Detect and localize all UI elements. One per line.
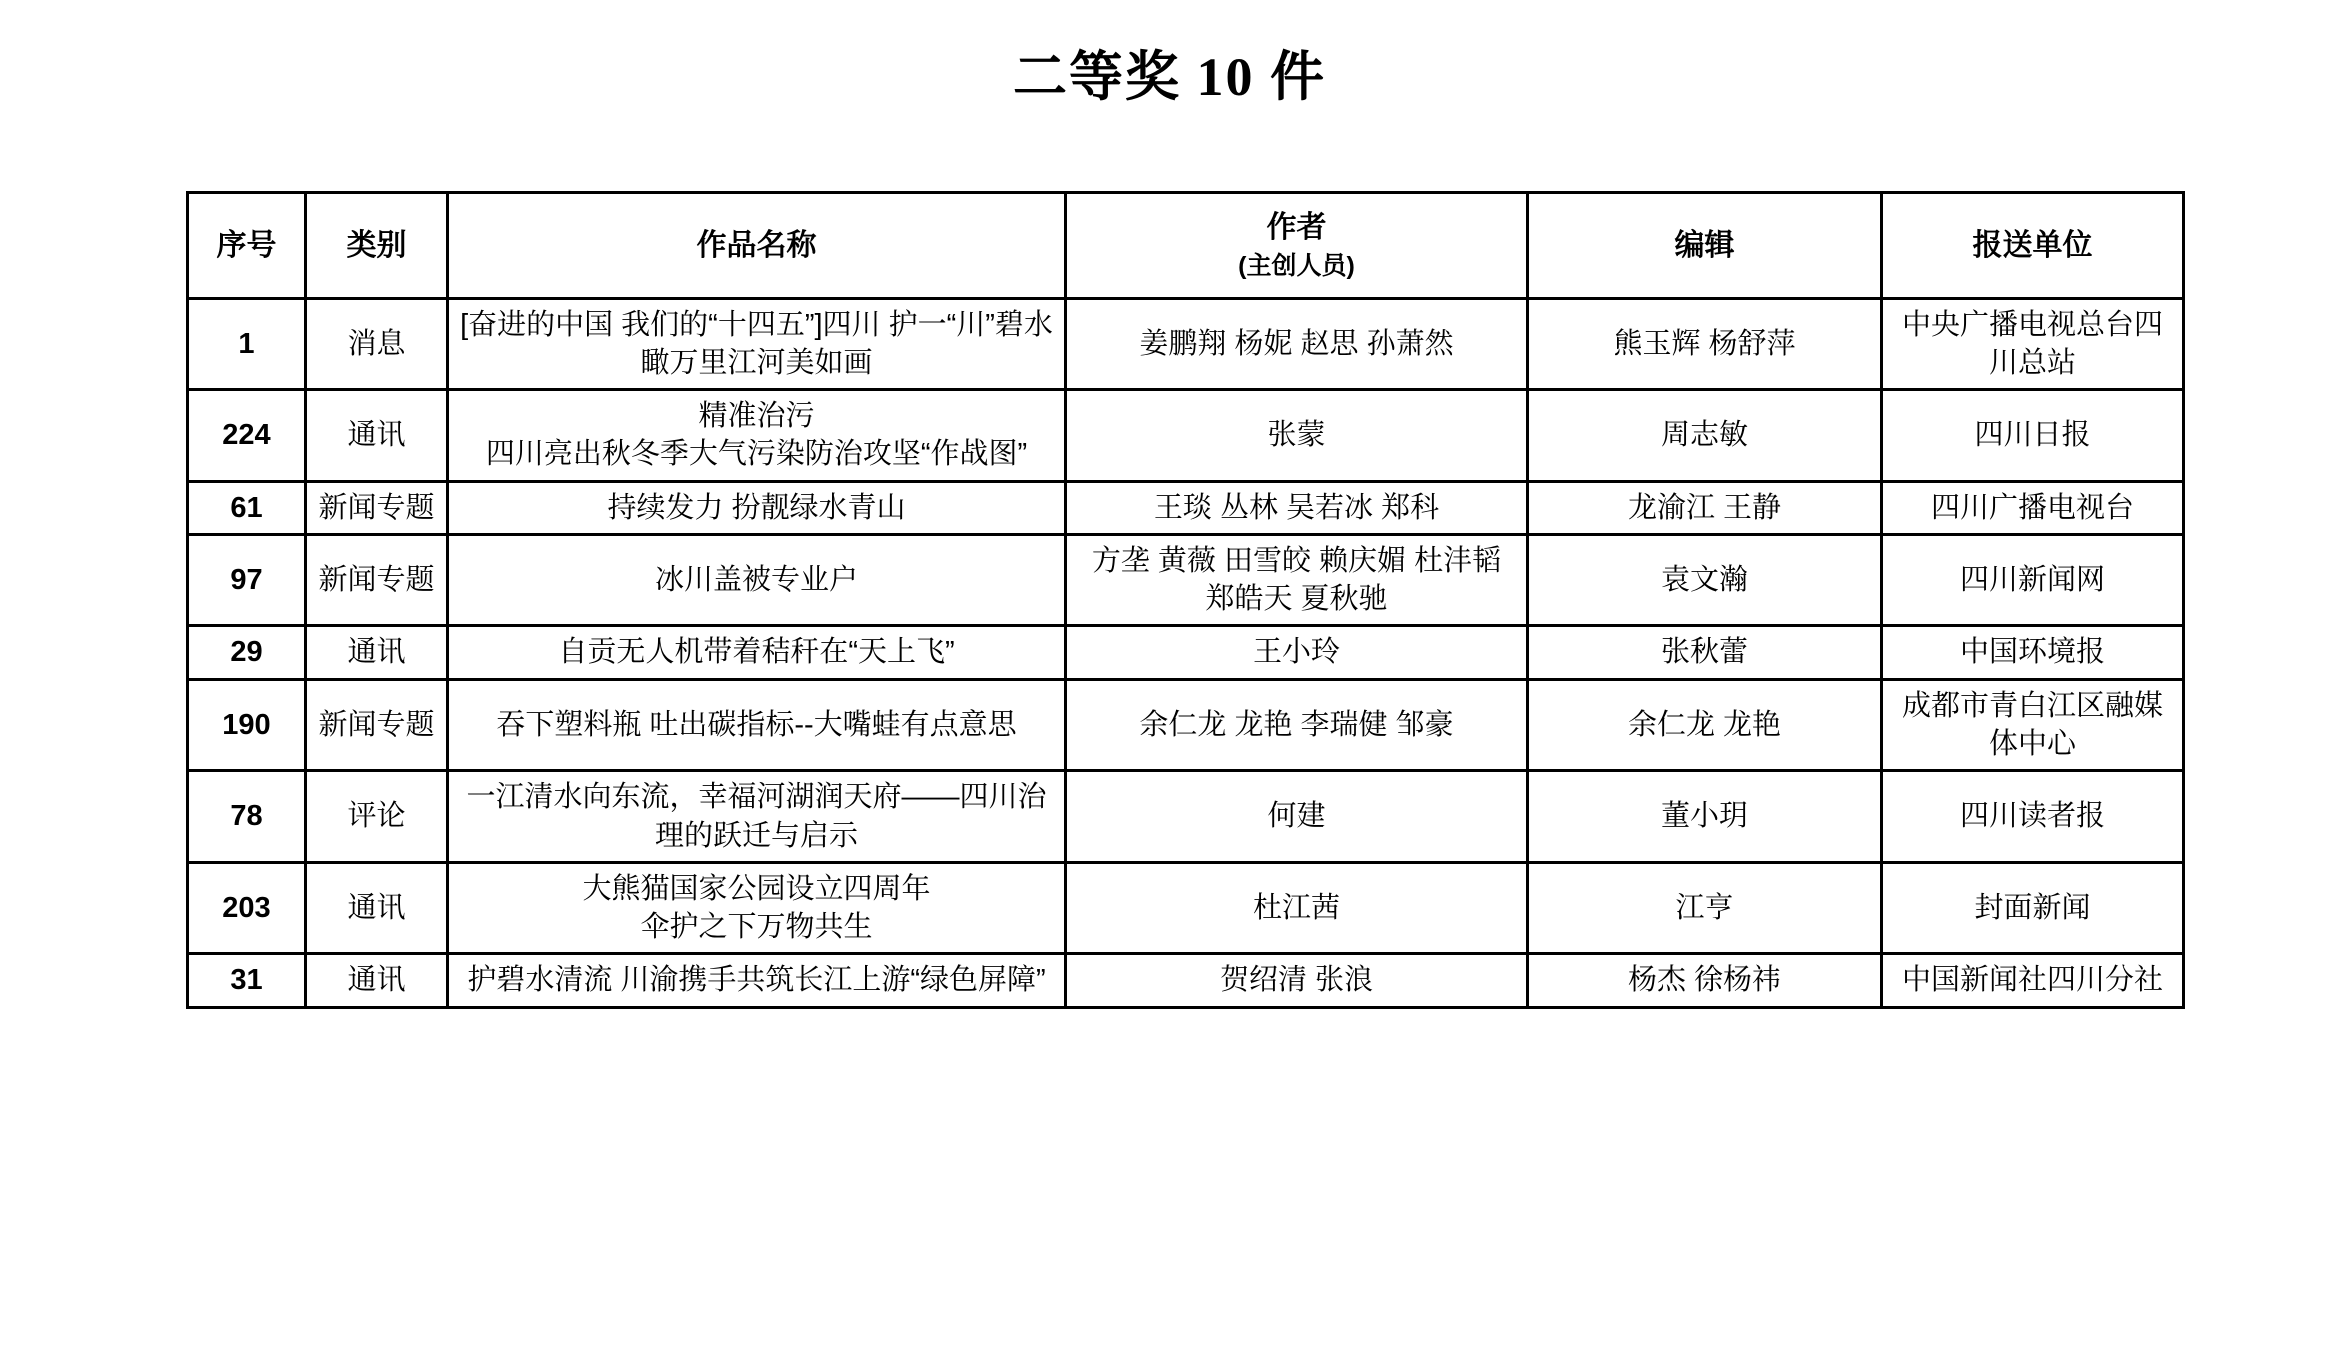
column-header-category: 类别 [306, 193, 448, 299]
table-row [188, 862, 2184, 954]
cell-work: 一江清水向东流，幸福河湖润天府——四川治理的跃迁与启示 [448, 771, 1066, 863]
cell-work: 持续发力 扮靓绿水青山 [448, 481, 1066, 534]
cell-unit: 四川日报 [1882, 390, 2184, 482]
table-header [188, 193, 2184, 299]
column-header-editor: 编辑 [1528, 193, 1882, 299]
cell-unit: 四川广播电视台 [1882, 481, 2184, 534]
cell-author: 王琰 丛林 吴若冰 郑科 [1066, 481, 1528, 534]
cell-category: 新闻专题 [306, 534, 448, 626]
table-body [188, 298, 2184, 1007]
column-header-author [1066, 193, 1528, 299]
cell-work: [奋进的中国 我们的“十四五”]四川 护一“川”碧水 瞰万里江河美如画 [448, 298, 1066, 390]
cell-category: 通讯 [306, 390, 448, 482]
cell-editor: 龙渝江 王静 [1528, 481, 1882, 534]
cell-author: 贺绍清 张浪 [1066, 954, 1528, 1007]
document-page [0, 48, 2339, 1354]
cell-author: 王小玲 [1066, 626, 1528, 679]
column-header-no: 序号 [188, 193, 306, 299]
column-header-work: 作品名称 [448, 193, 1066, 299]
table-row [188, 626, 2184, 679]
cell-editor: 杨杰 徐杨祎 [1528, 954, 1882, 1007]
award-table [186, 191, 2185, 1009]
cell-no: 29 [188, 626, 306, 679]
cell-work: 吞下塑料瓶 吐出碳指标--大嘴蛙有点意思 [448, 679, 1066, 771]
cell-category: 新闻专题 [306, 679, 448, 771]
cell-work: 精准治污 四川亮出秋冬季大气污染防治攻坚“作战图” [448, 390, 1066, 482]
cell-author: 方垄 黄薇 田雪皎 赖庆媚 杜沣韬 郑皓天 夏秋驰 [1066, 534, 1528, 626]
cell-editor: 余仁龙 龙艳 [1528, 679, 1882, 771]
column-header-author-sub: (主创人员) [1238, 251, 1355, 280]
cell-author: 何建 [1066, 771, 1528, 863]
cell-editor: 张秋蕾 [1528, 626, 1882, 679]
table-row [188, 534, 2184, 626]
cell-no: 224 [188, 390, 306, 482]
table-row [188, 954, 2184, 1007]
cell-unit: 四川读者报 [1882, 771, 2184, 863]
cell-unit: 封面新闻 [1882, 862, 2184, 954]
cell-editor: 熊玉辉 杨舒萍 [1528, 298, 1882, 390]
cell-category: 评论 [306, 771, 448, 863]
table-row [188, 771, 2184, 863]
cell-no: 61 [188, 481, 306, 534]
table-row [188, 679, 2184, 771]
column-header-author-main: 作者 [1266, 211, 1327, 244]
page-title: 二等奖 10 件 [1013, 47, 1326, 107]
cell-category: 通讯 [306, 862, 448, 954]
cell-author: 余仁龙 龙艳 李瑞健 邹豪 [1066, 679, 1528, 771]
table-row [188, 298, 2184, 390]
award-table-container [186, 191, 2182, 1009]
cell-unit: 成都市青白江区融媒体中心 [1882, 679, 2184, 771]
cell-no: 203 [188, 862, 306, 954]
cell-work: 护碧水清流 川渝携手共筑长江上游“绿色屏障” [448, 954, 1066, 1007]
cell-unit: 中央广播电视总台四川总站 [1882, 298, 2184, 390]
cell-unit: 中国环境报 [1882, 626, 2184, 679]
cell-category: 新闻专题 [306, 481, 448, 534]
cell-work: 自贡无人机带着秸秆在“天上飞” [448, 626, 1066, 679]
cell-editor: 周志敏 [1528, 390, 1882, 482]
cell-no: 97 [188, 534, 306, 626]
column-header-unit: 报送单位 [1882, 193, 2184, 299]
cell-work: 大熊猫国家公园设立四周年 伞护之下万物共生 [448, 862, 1066, 954]
cell-unit: 中国新闻社四川分社 [1882, 954, 2184, 1007]
table-row [188, 481, 2184, 534]
cell-editor: 董小玥 [1528, 771, 1882, 863]
cell-no: 78 [188, 771, 306, 863]
cell-author: 姜鹏翔 杨妮 赵思 孙萧然 [1066, 298, 1528, 390]
cell-no: 190 [188, 679, 306, 771]
cell-unit: 四川新闻网 [1882, 534, 2184, 626]
table-row [188, 390, 2184, 482]
cell-category: 通讯 [306, 626, 448, 679]
cell-author: 杜江茜 [1066, 862, 1528, 954]
cell-category: 消息 [306, 298, 448, 390]
cell-work: 冰川盖被专业户 [448, 534, 1066, 626]
cell-editor: 袁文瀚 [1528, 534, 1882, 626]
cell-editor: 江亨 [1528, 862, 1882, 954]
cell-author: 张蒙 [1066, 390, 1528, 482]
table-header-row [188, 193, 2184, 299]
cell-no: 1 [188, 298, 306, 390]
cell-category: 通讯 [306, 954, 448, 1007]
cell-no: 31 [188, 954, 306, 1007]
